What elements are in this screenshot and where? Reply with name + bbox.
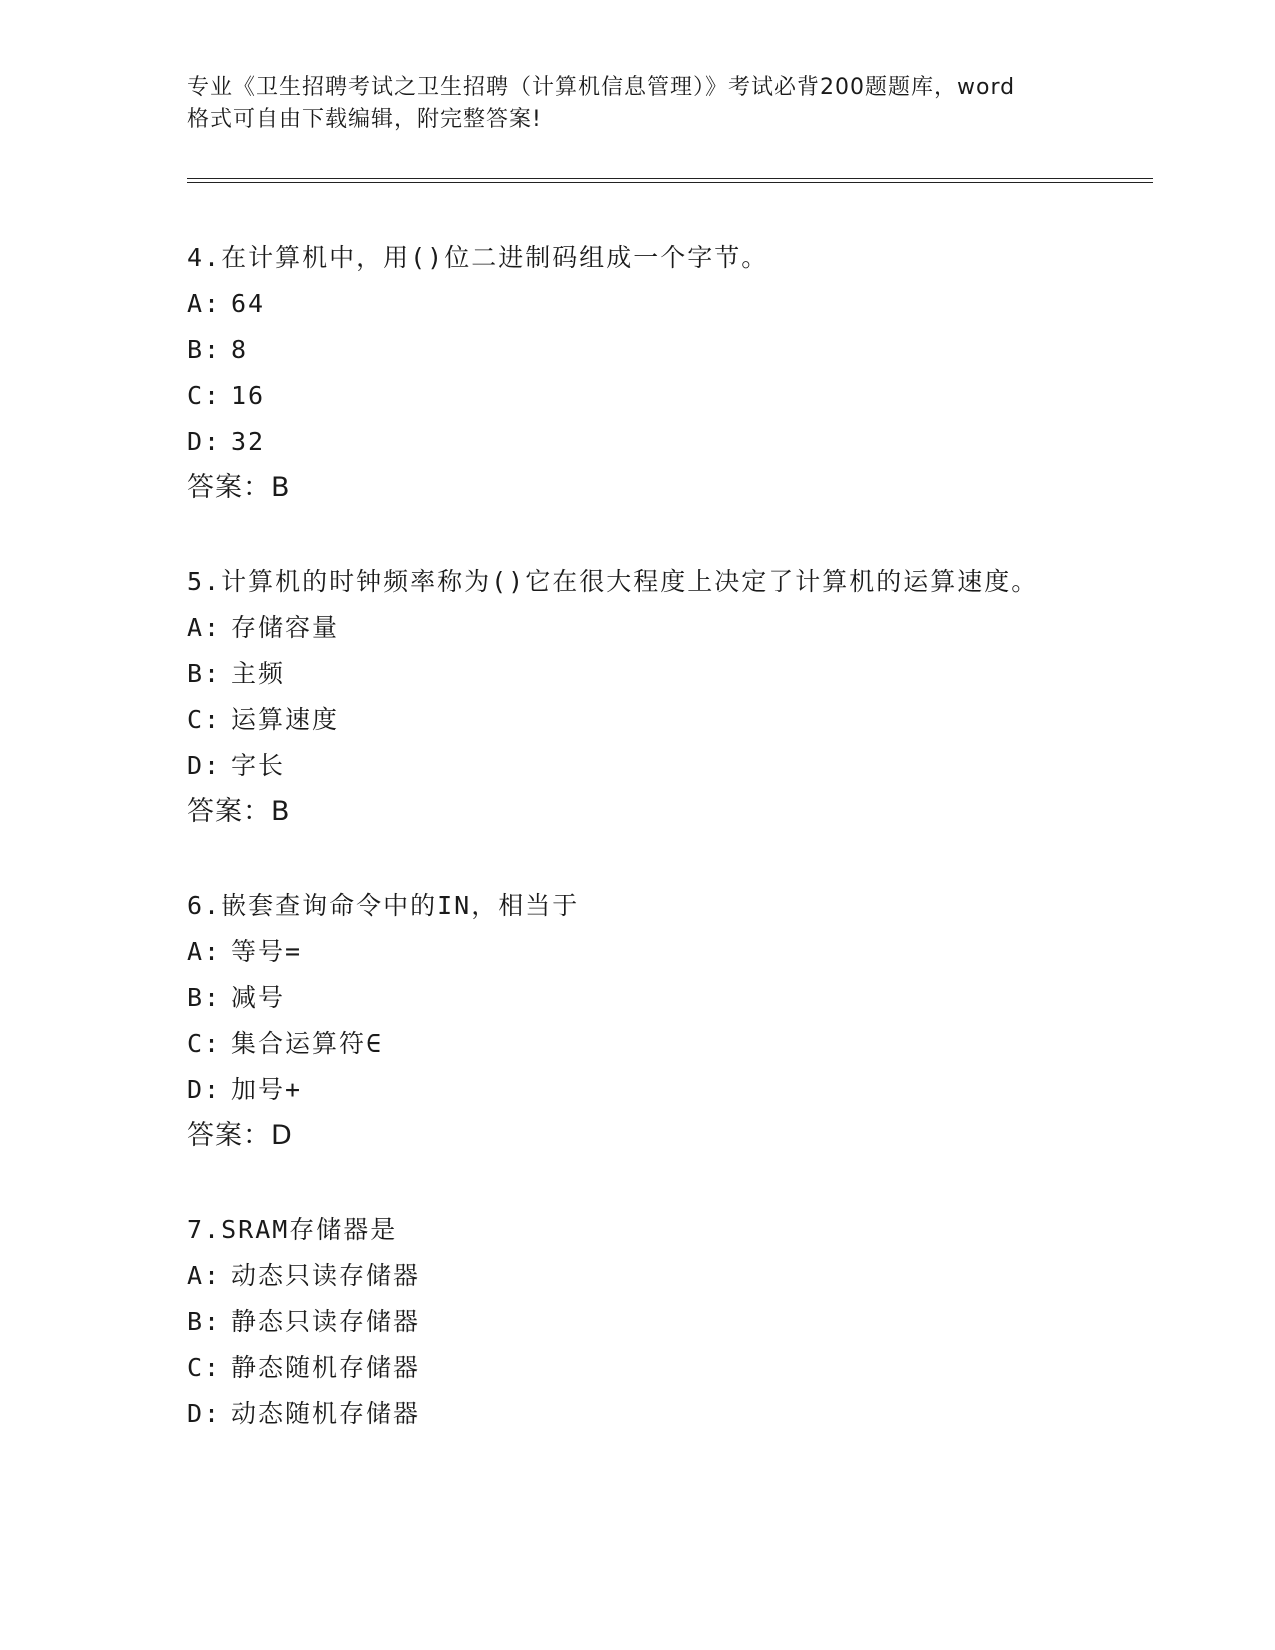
option-d [187, 1067, 1153, 1113]
answer-label: 答案：B [187, 796, 291, 827]
document-page [187, 72, 1153, 1437]
option-letter: B: [187, 335, 222, 364]
option-c [187, 1021, 1153, 1067]
option-b [187, 327, 1153, 373]
option-text: 减号 [231, 983, 286, 1012]
option-letter: A: [187, 1261, 222, 1290]
question-stem: 5.计算机的时钟频率称为()它在很大程度上决定了计算机的运算速度。 [187, 567, 1039, 596]
option-letter: B: [187, 659, 222, 688]
option-letter: D: [187, 751, 222, 780]
option-text: 加号+ [231, 1075, 303, 1104]
option-letter: D: [187, 427, 222, 456]
option-text: 存储容量 [231, 613, 340, 642]
option-letter: B: [187, 1307, 222, 1336]
option-letter: A: [187, 289, 222, 318]
question-stem: 7.SRAM存储器是 [187, 1215, 398, 1244]
option-text: 字长 [231, 751, 286, 780]
option-letter: C: [187, 705, 222, 734]
option-letter: D: [187, 1399, 222, 1428]
document-title-line-2: 格式可自由下载编辑，附完整答案! [187, 107, 542, 132]
option-d [187, 419, 1153, 465]
option-letter: C: [187, 381, 222, 410]
question-stem: 6.嵌套查询命令中的IN，相当于 [187, 891, 580, 920]
option-text: 动态只读存储器 [231, 1261, 421, 1290]
answer-label: 答案：D [187, 1120, 293, 1151]
option-a [187, 605, 1153, 651]
answer-label: 答案：B [187, 472, 291, 503]
option-text: 静态随机存储器 [231, 1353, 421, 1382]
option-d [187, 743, 1153, 789]
option-letter: A: [187, 937, 222, 966]
option-letter: A: [187, 613, 222, 642]
option-letter: C: [187, 1353, 222, 1382]
option-b [187, 651, 1153, 697]
option-text: 64 [231, 289, 266, 318]
option-text: 16 [231, 381, 266, 410]
option-text: 静态只读存储器 [231, 1307, 421, 1336]
question-stem: 4.在计算机中，用()位二进制码组成一个字节。 [187, 243, 769, 272]
header-divider [187, 178, 1153, 183]
option-a [187, 281, 1153, 327]
option-text: 运算速度 [231, 705, 340, 734]
option-text: 等号= [231, 937, 303, 966]
question-5 [187, 559, 1153, 835]
question-7 [187, 1207, 1153, 1437]
option-letter: D: [187, 1075, 222, 1104]
document-title-line-1: 专业《卫生招聘考试之卫生招聘（计算机信息管理）》考试必背200题题库，word [187, 75, 1016, 100]
option-b [187, 975, 1153, 1021]
question-6 [187, 883, 1153, 1159]
option-c [187, 1345, 1153, 1391]
option-text: 8 [231, 335, 249, 364]
option-b [187, 1299, 1153, 1345]
option-text: 动态随机存储器 [231, 1399, 421, 1428]
option-text: 集合运算符∈ [231, 1029, 384, 1058]
question-4 [187, 235, 1153, 511]
option-a [187, 929, 1153, 975]
option-letter: C: [187, 1029, 222, 1058]
option-text: 主频 [231, 659, 286, 688]
option-text: 32 [231, 427, 266, 456]
option-letter: B: [187, 983, 222, 1012]
option-c [187, 697, 1153, 743]
option-a [187, 1253, 1153, 1299]
option-d [187, 1391, 1153, 1437]
option-c [187, 373, 1153, 419]
